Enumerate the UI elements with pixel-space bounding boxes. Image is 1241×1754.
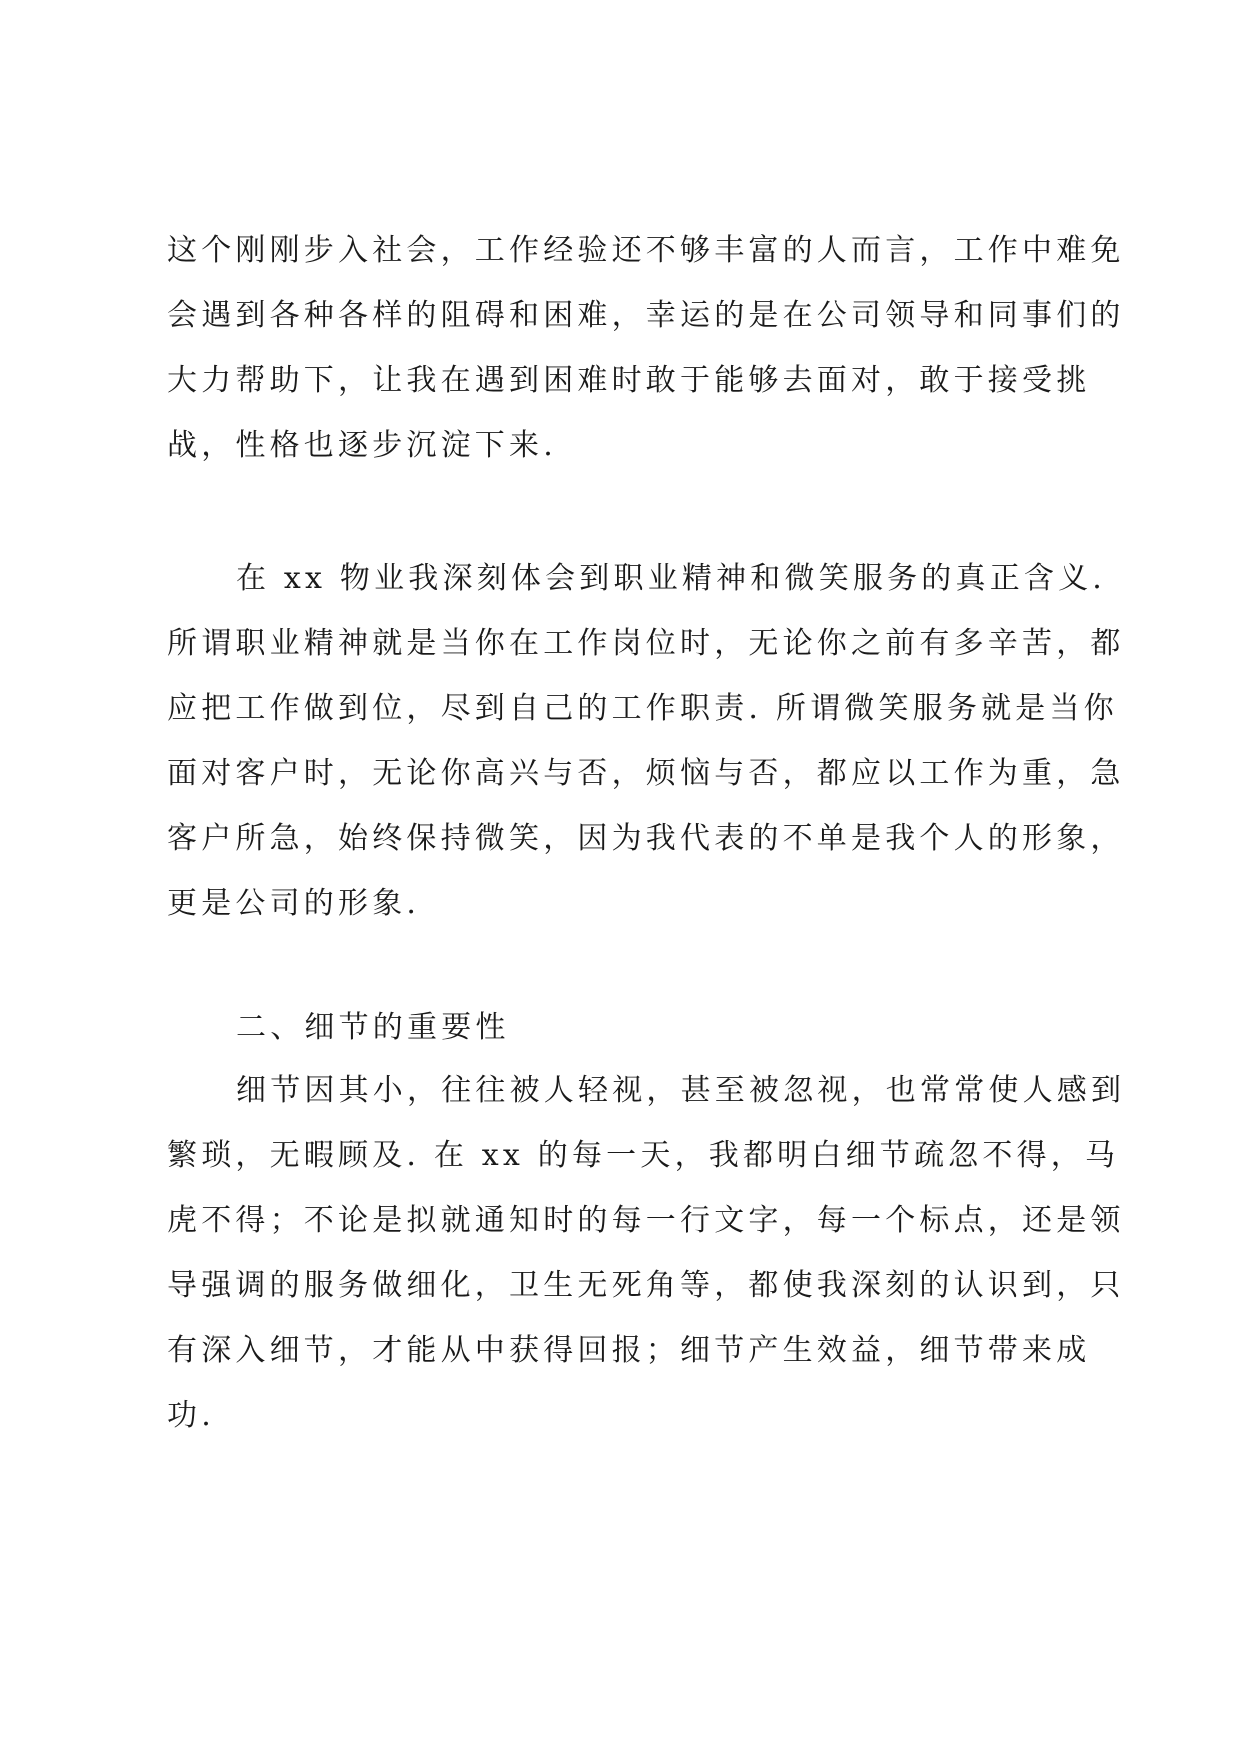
text-line: 大力帮助下，让我在遇到困难时敢于能够去面对，敢于接受挑 xyxy=(167,363,1091,398)
text-line: 繁琐，无暇顾及. 在 xx 的每一天，我都明白细节疏忽不得，马 xyxy=(167,1138,1120,1173)
text-line: 战，性格也逐步沉淀下来. xyxy=(167,428,557,463)
text-line: 更是公司的形象. xyxy=(167,886,421,921)
text-line: 客户所急，始终保持微笑，因为我代表的不单是我个人的形象， xyxy=(167,821,1125,856)
text-line: 所谓职业精神就是当你在工作岗位时，无论你之前有多辛苦，都 xyxy=(167,626,1125,661)
text-line: 应把工作做到位，尽到自己的工作职责. 所谓微笑服务就是当你 xyxy=(167,691,1118,726)
text-line: 细节因其小，往往被人轻视，甚至被忽视，也常常使人感到 xyxy=(236,1073,1126,1108)
paragraph-difficulties xyxy=(167,218,1125,478)
text-line: 导强调的服务做细化，卫生无死角等，都使我深刻的认识到，只 xyxy=(167,1268,1125,1303)
text-line: 这个刚刚步入社会，工作经验还不够丰富的人而言，工作中难免 xyxy=(167,233,1125,268)
text-line: 在 xx 物业我深刻体会到职业精神和微笑服务的真正含义. xyxy=(236,561,1107,596)
paragraph-professional-spirit xyxy=(167,546,1125,936)
text-line: 有深入细节，才能从中获得回报；细节产生效益，细节带来成 xyxy=(167,1333,1091,1368)
text-line: 功. xyxy=(167,1398,215,1433)
paragraph-importance-of-details xyxy=(167,1058,1126,1448)
text-line: 会遇到各种各样的阻碍和困难，幸运的是在公司领导和同事们的 xyxy=(167,298,1125,333)
text-line: 面对客户时，无论你高兴与否，烦恼与否，都应以工作为重，急 xyxy=(167,756,1125,791)
section-heading xyxy=(167,995,1087,1060)
text-line: 虎不得；不论是拟就通知时的每一行文字，每一个标点，还是领 xyxy=(167,1203,1125,1238)
section-heading-text: 二、细节的重要性 xyxy=(236,1010,510,1045)
